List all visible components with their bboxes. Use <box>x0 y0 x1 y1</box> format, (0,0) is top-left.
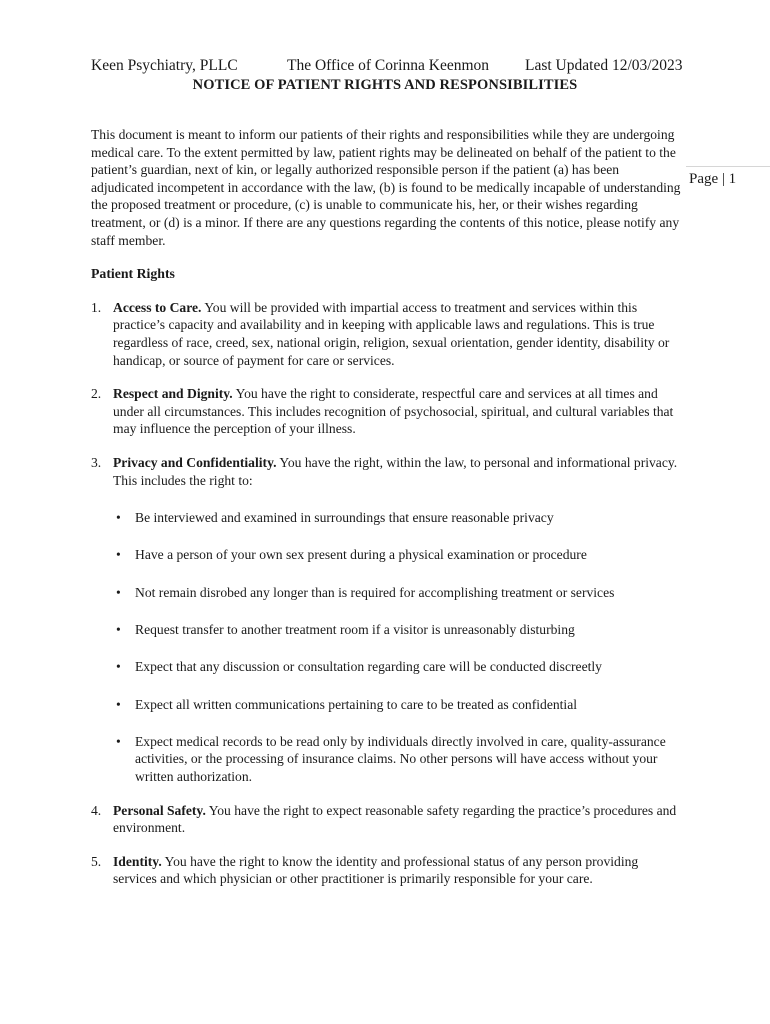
item-number: 2. <box>91 386 102 402</box>
right-term: Access to Care. <box>113 299 202 315</box>
item-number: 4. <box>91 802 102 818</box>
right-term: Identity. <box>113 853 162 869</box>
item-number: 3. <box>91 454 102 470</box>
privacy-sub-list <box>113 509 681 785</box>
right-item-identity <box>91 853 681 888</box>
right-item-personal-safety <box>91 802 681 837</box>
list-item <box>113 733 681 786</box>
sub-item-text: Request transfer to another treatment room if a visitor is unreasonably disturbing <box>135 621 575 637</box>
bullet-icon: • <box>116 659 121 675</box>
right-item-privacy-and-confidentiality <box>91 454 681 786</box>
sub-item-text: Not remain disrobed any longer than is required for accomplishing treatment or services <box>135 584 615 600</box>
right-text: You have the right to know the identity and professional status of any person providing services and which physician or other practitioner is primarily responsible for your care. <box>113 853 639 887</box>
bullet-icon: • <box>116 510 121 526</box>
sub-item-text: Be interviewed and examined in surroundings that ensure reasonable privacy <box>135 510 554 526</box>
list-item <box>113 658 681 676</box>
section-heading-patient-rights: Patient Rights <box>91 266 175 282</box>
intro-paragraph: This document is meant to inform our patients of their rights and responsibilities while they are undergoing medical care. To the extent permitted by law, patient rights may be delineated on behalf of the patient to the patient’s guardian, next of kin, or legally authorized responsible person if the patient (a) has been adjudicated incompetent in accordance with the law, (b) is found to be medically incapable of understanding the proposed treatment or procedure, (c) is unable to communicate his, her, or their wishes regarding treatment, or (d) is a minor. If there are any questions regarding the contents of this notice, please notify any staff member. <box>91 127 681 248</box>
sub-item-text: Expect medical records to be read only by individuals directly involved in care, quality-assurance activities, or the processing of insurance claims. No other persons will have access without your written authorization. <box>135 733 666 784</box>
document-body <box>91 126 681 904</box>
page-number: Page | 1 <box>689 171 737 187</box>
right-text: You have the right to considerate, respectful care and services at all times and under all circumstances. This includes recognition of psychosocial, spiritual, and cultural variables that may influence the perception of your illness. <box>113 386 674 437</box>
bullet-icon: • <box>116 621 121 637</box>
right-text: You have the right, within the law, to personal and informational privacy. This includes the right to: <box>113 454 678 488</box>
bullet-icon: • <box>116 547 121 563</box>
list-item <box>113 584 681 602</box>
bullet-icon: • <box>116 696 121 712</box>
list-item <box>113 621 681 639</box>
right-term: Privacy and Confidentiality. <box>113 454 277 470</box>
document-title: NOTICE OF PATIENT RIGHTS AND RESPONSIBILITIES <box>192 77 578 93</box>
sub-item-text: Expect all written communications pertaining to care to be treated as confidential <box>135 696 578 712</box>
right-item-access-to-care <box>91 299 681 369</box>
last-updated: Last Updated 12/03/2023 <box>525 57 683 74</box>
right-text: You have the right to expect reasonable safety regarding the practice’s procedures and environment. <box>113 802 677 836</box>
sub-item-text: Expect that any discussion or consultation regarding care will be conducted discreetly <box>135 659 602 675</box>
list-item <box>113 546 681 564</box>
right-term: Personal Safety. <box>113 802 206 818</box>
list-item <box>113 696 681 714</box>
right-item-respect-and-dignity <box>91 385 681 438</box>
page-marker-divider <box>686 166 770 167</box>
office-name: The Office of Corinna Keenmon <box>287 57 490 74</box>
item-number: 5. <box>91 853 102 869</box>
item-number: 1. <box>91 299 102 315</box>
bullet-icon: • <box>116 584 121 600</box>
sub-item-text: Have a person of your own sex present during a physical examination or procedure <box>135 547 587 563</box>
rights-list <box>91 299 681 888</box>
list-item <box>113 509 681 527</box>
right-term: Respect and Dignity. <box>113 386 233 402</box>
practice-name: Keen Psychiatry, PLLC <box>91 57 238 74</box>
right-text: You will be provided with impartial access to treatment and services within this practice’s capacity and availability and in keeping with applicable laws and regulations. This is true regardless of race, creed, sex, national origin, religion, sexual orientation, gender identity, disability or handicap, or source of payment for care or services. <box>113 299 670 368</box>
bullet-icon: • <box>116 733 121 749</box>
